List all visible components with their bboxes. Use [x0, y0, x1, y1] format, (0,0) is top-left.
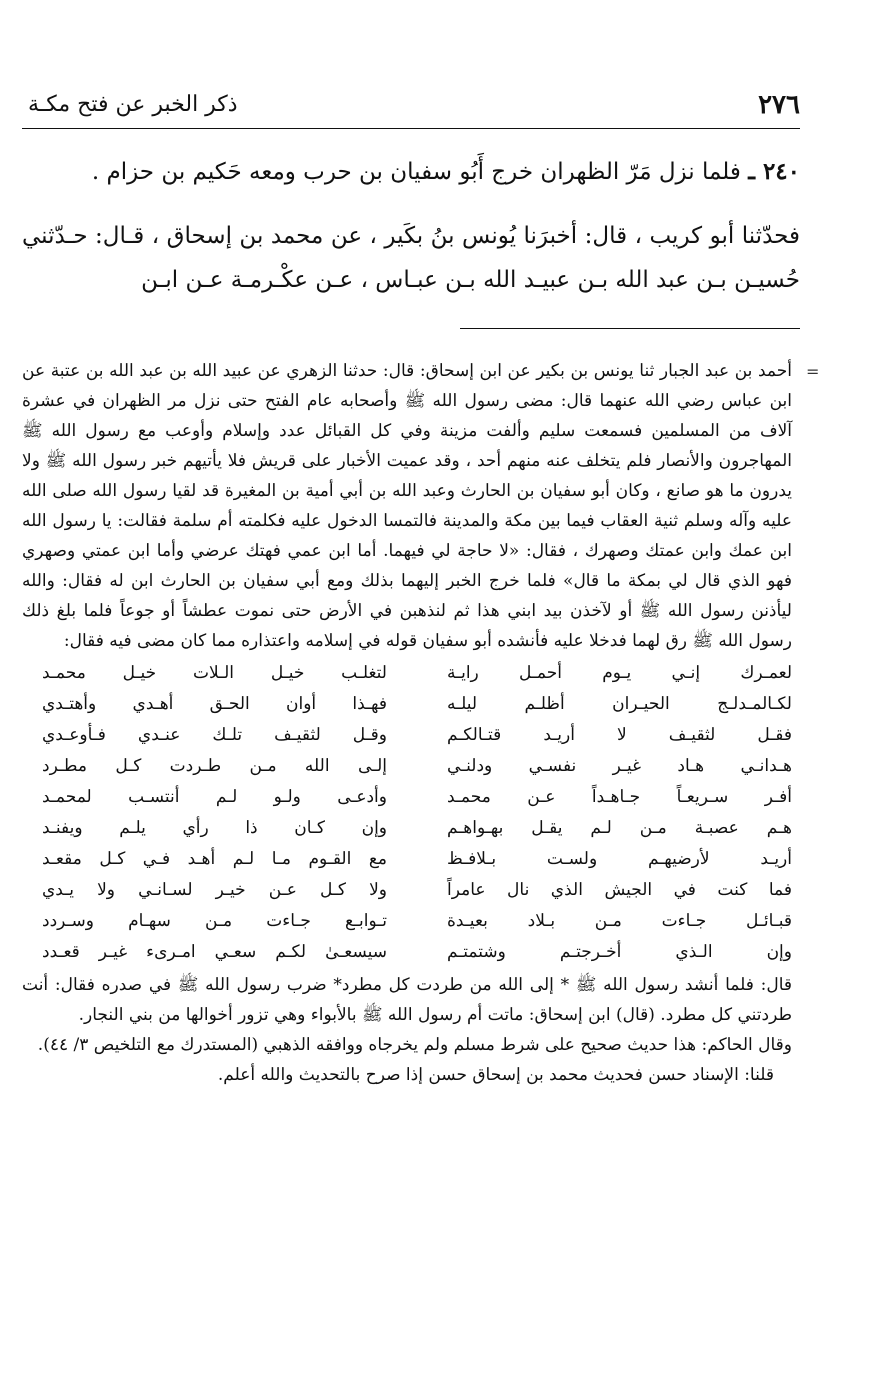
verse-gap — [387, 720, 447, 751]
poem-verse — [22, 937, 792, 968]
footnote-paragraph-3: وقال الحاكم: هذا حديث صحيح على شرط مسلم ولم يخرجاه ووافقه الذهبي (المستدرك مع التلخيص ٣/ ٤٤). — [37, 1035, 792, 1055]
footnote-paragraph-1: أحمد بن عبد الجبار ثنا يونس بن بكير عن ابن إسحاق: قال: حدثنا الزهري عن عبيد الله بن عبد الله بن عتبة عن ابن عباس رضي الله عنهما قال: مضى رسول الله ﷺ وأصحابه عام الفتح حتى نزل مر الظهران في عشرة آلاف من المسلمين فسمعت سليم وألفت مزينة وفي كل القبائل عدد وإسلام وأوعب مع رسول الله ﷺ المهاجرون والأنصار فلم يتخلف عنه منهم أحد ، وقد عميت الأخبار على قريش فلا يأتيهم خبر رسول الله ﷺ ولا يدرون ما هو صانع ، وكان أبو سفيان بن الحارث وعبد الله بن أبي أمية بن المغيرة قد لقيا رسول الله صلى الله عليه وآله وسلم ثنية العقاب فيما بين مكة والمدينة فالتمسا الدخول عليه فكلمته أم سلمة فقالت: يا رسول الله ابن عمك وابن عمتك وصهرك ، فقال: «لا حاجة لي فيهما. أما ابن عمي فهتك عرضي وأما ابن عمتي وصهري فهو الذي قال لي بمكة ما قال» فلما خرج الخبر إليهما بذلك ومع أبي سفيان بن الحارث ابن له فقال: والله ليأذنن رسول الله ﷺ أو لآخذن بيد ابني هذا ثم لنذهبن في الأرض حتى نموت عطشاً أو جوعاً فلما بلغ ذلك رسول الله ﷺ رق لهما فدخلا عليه فأنشده أبو سفيان قوله في إسلامه واعتذاره مما كان مضى فيه فقال: — [22, 361, 792, 651]
running-title: ذكر الخبر عن فتح مكـة — [28, 92, 238, 117]
verse-second-hemistich: وأدعـى ولـو لـم أنتسـب لمحمـد — [42, 787, 387, 807]
poem-verse — [22, 844, 792, 875]
page-header — [22, 88, 800, 129]
footnote-paragraph-2: قال: فلما أنشد رسول الله ﷺ * إلى الله من طردت كل مطرد* ضرب رسول الله ﷺ في صدره فقال: أنت طردتني كل مطرد. (قال) ابن إسحاق: ماتت أم رسول الله ﷺ بالأبواء وهي تزور أخوالها من بني النجار. — [22, 975, 792, 1025]
poem-verse — [22, 906, 792, 937]
poem-verse — [22, 658, 792, 689]
verse-first-hemistich: لعمـرك إنـي يـوم أحمـل رايـة — [447, 663, 792, 683]
hadith-text: فلما نزل مَرّ الظهران خرج أَبُو سفيان بن حرب ومعه حَكيم بن حزام . — [91, 159, 741, 185]
poem-verse — [22, 720, 792, 751]
verse-first-hemistich: أفـر سـريعـاً جـاهـداً عـن محمـد — [447, 787, 792, 807]
verse-gap — [387, 689, 447, 720]
verse-first-hemistich: فقـل لثقيـف لا أريـد قتـالكـم — [447, 725, 792, 745]
footnote-continuation-marker: = — [806, 362, 820, 381]
verse-gap — [387, 782, 447, 813]
verse-gap — [387, 875, 447, 906]
poem — [22, 658, 792, 968]
footnote-separator — [460, 328, 800, 329]
poem-verse — [22, 813, 792, 844]
verse-gap — [387, 937, 447, 968]
verse-gap — [387, 658, 447, 689]
verse-second-hemistich: إلـى الله مـن طـردت كـل مطـرد — [42, 756, 387, 776]
footnote-paragraph-4: قلنا: الإسناد حسن فحديث محمد بن إسحاق حسن إذا صرح بالتحديث والله أعلم. — [217, 1065, 774, 1085]
verse-first-hemistich: هـدانـي هـاد غيـر نفسـي ودلنـي — [447, 756, 792, 776]
footnotes — [22, 356, 792, 1090]
poem-verse — [22, 782, 792, 813]
verse-second-hemistich: لتغلـب خيـل الـلات خيـل محمـد — [42, 663, 387, 683]
verse-second-hemistich: تـوابـع جـاءت مـن سهـام وسـردد — [42, 911, 387, 931]
verse-gap — [387, 751, 447, 782]
isnad-paragraph: فحدّثنا أبو كريب ، قال: أخبرَنا يُونس بنُ بكَير ، عن محمد بن إسحاق ، قـال: حـدّثني حُسيـن بـن عبد الله بـن عبيـد الله بـن عبـاس ، عـن عكْـرمـة عـن ابـن — [22, 223, 800, 293]
verse-second-hemistich: مع القـوم مـا لـم أهـد فـي كـل مقعـد — [42, 849, 387, 869]
verse-first-hemistich: لكـالمـدلـج الحيـران أظلـم ليلـه — [447, 694, 792, 714]
verse-first-hemistich: قبـائـل جـاءت مـن بـلاد بعيـدة — [447, 911, 792, 931]
verse-second-hemistich: وإن كـان ذا رأي يلـم ويفنـد — [42, 818, 387, 838]
main-text — [22, 150, 800, 322]
verse-second-hemistich: وقـل لثقيـف تلـك عنـدي فـأوعـدي — [42, 725, 387, 745]
verse-second-hemistich: فهـذا أوان الحـق أهـدي وأهتـدي — [42, 694, 387, 714]
poem-verse — [22, 689, 792, 720]
verse-second-hemistich: ولا كـل عـن خيـر لسـانـي ولا يـدي — [42, 880, 387, 900]
verse-second-hemistich: سيسعـىٰ لكـم سعـي امـرىء غيـر قعـدد — [42, 942, 387, 962]
verse-gap — [387, 844, 447, 875]
verse-gap — [387, 906, 447, 937]
page-number: ٢٧٦ — [758, 90, 800, 120]
verse-first-hemistich: فما كنت في الجيش الذي نال عامراً — [447, 880, 792, 900]
poem-verse — [22, 875, 792, 906]
hadith-number: ٢٤٠ ـ — [748, 158, 800, 185]
verse-gap — [387, 813, 447, 844]
poem-verse — [22, 751, 792, 782]
verse-first-hemistich: وإن الـذي أخـرجتـم وشتمتـم — [447, 942, 792, 962]
verse-first-hemistich: أريـد لأرضيهـم ولسـت بـلافـظ — [447, 849, 792, 869]
verse-first-hemistich: هـم عصبـة مـن لـم يقـل بهـواهـم — [447, 818, 792, 838]
hadith-paragraph — [22, 150, 800, 194]
